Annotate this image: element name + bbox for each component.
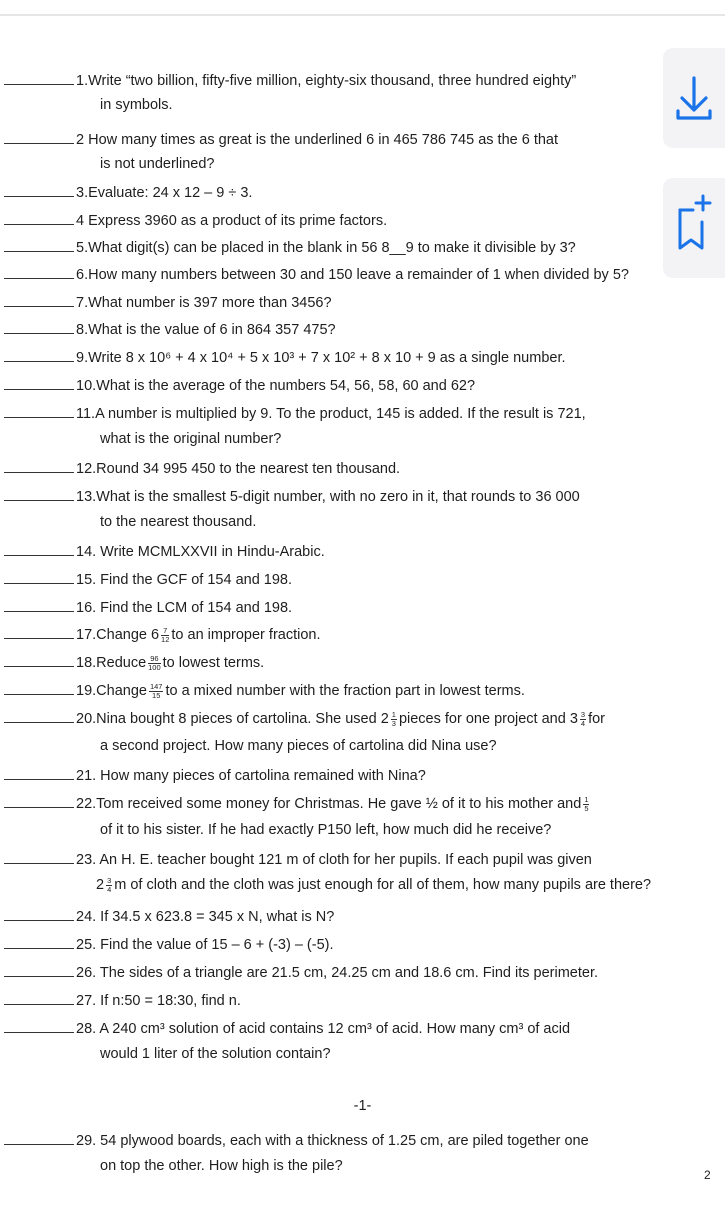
fraction-denominator: 4 (580, 718, 586, 728)
question-11 (4, 403, 684, 424)
question-continuation: on top the other. How high is the pile? (100, 1158, 343, 1174)
bookmark-add-button[interactable] (663, 178, 725, 278)
corner-page-number: 2 (704, 1168, 711, 1182)
answer-blank[interactable] (4, 1130, 74, 1145)
question-9 (4, 347, 684, 368)
question-text: 11.A number is multiplied by 9. To the product, 145 is added. If the result is 721, (76, 406, 586, 422)
question-text: 19.Change (76, 683, 147, 699)
answer-blank[interactable] (4, 375, 74, 390)
answer-blank[interactable] (4, 458, 74, 473)
fraction-denominator: 3 (391, 718, 396, 728)
fraction (161, 627, 169, 644)
fraction-numerator: 147 (149, 681, 163, 691)
question-text: m of cloth and the cloth was just enough for all of them, how many pupils are there? (114, 877, 652, 893)
question-text: to an improper fraction. (171, 627, 321, 643)
answer-blank[interactable] (4, 652, 74, 667)
top-divider (0, 14, 725, 16)
question-text: 21. How many pieces of cartolina remained with Nina? (76, 768, 426, 784)
question-text: 12.Round 34 995 450 to the nearest ten thousand. (76, 461, 401, 477)
question-text: 2 How many times as great is the underlined 6 in 465 786 745 as the 6 that (76, 132, 559, 148)
question-text: 15. Find the GCF of 154 and 198. (76, 572, 293, 588)
question-29 (4, 1130, 684, 1151)
question-text: to a mixed number with the fraction part in lowest terms. (165, 683, 525, 699)
answer-blank[interactable] (4, 403, 74, 418)
question-text: 17.Change 6 (76, 627, 160, 643)
fraction (106, 877, 112, 894)
answer-blank[interactable] (4, 292, 74, 307)
question-continuation: in symbols. (100, 97, 173, 113)
question-text: 20.Nina bought 8 pieces of cartolina. She used 2 (76, 711, 389, 727)
answer-blank[interactable] (4, 347, 74, 362)
fraction (148, 655, 161, 672)
question-text: 23. An H. E. teacher bought 121 m of cloth for her pupils. If each pupil was given (76, 852, 592, 868)
question-text: 26. The sides of a triangle are 21.5 cm, 24.25 cm and 18.6 cm. Find its perimeter. (76, 965, 598, 981)
question-text: 27. If n:50 = 18:30, find n. (76, 993, 241, 1009)
fraction-numerator: 3 (107, 875, 112, 885)
fraction-denominator: 4 (107, 884, 112, 894)
question-25 (4, 934, 684, 955)
answer-blank[interactable] (4, 70, 74, 85)
question-continuation: of it to his sister. If he had exactly P150 left, how much did he receive? (100, 822, 552, 838)
question-continuation: is not underlined? (100, 156, 215, 172)
question-continuation (96, 876, 651, 895)
question-text: 13.What is the smallest 5-digit number, with no zero in it, that rounds to 36 000 (76, 489, 580, 505)
question-text: for (588, 711, 605, 727)
answer-blank[interactable] (4, 182, 74, 197)
answer-blank[interactable] (4, 319, 74, 334)
question-text: 10.What is the average of the numbers 54, 56, 58, 60 and 62? (76, 378, 476, 394)
answer-blank[interactable] (4, 624, 74, 639)
question-text: 4 Express 3960 as a product of its prime factors. (76, 213, 388, 229)
question-continuation: to the nearest thousand. (100, 514, 257, 530)
question-text: 18.Reduce (76, 655, 147, 671)
question-text: 16. Find the LCM of 154 and 198. (76, 600, 293, 616)
question-22 (4, 793, 684, 814)
fraction-denominator: 100 (148, 662, 161, 672)
question-continuation: what is the original number? (100, 431, 282, 447)
question-text: 6.How many numbers between 30 and 150 leave a remainder of 1 when divided by 5? (76, 267, 629, 283)
answer-blank[interactable] (4, 990, 74, 1005)
question-26 (4, 962, 684, 983)
fraction (391, 711, 397, 728)
answer-blank[interactable] (4, 210, 74, 225)
fraction-numerator: 1 (391, 709, 396, 719)
answer-blank[interactable] (4, 597, 74, 612)
fraction-numerator: 7 (161, 627, 169, 636)
fraction-denominator: 15 (152, 690, 161, 700)
question-16 (4, 597, 684, 618)
question-14 (4, 541, 684, 562)
answer-blank[interactable] (4, 569, 74, 584)
question-continuation: would 1 liter of the solution contain? (100, 1046, 331, 1062)
answer-blank[interactable] (4, 708, 74, 723)
question-2 (4, 129, 684, 150)
answer-blank[interactable] (4, 486, 74, 501)
question-text: pieces for one project and 3 (398, 711, 578, 727)
page-number: -1- (353, 1098, 372, 1114)
answer-blank[interactable] (4, 765, 74, 780)
question-continuation: a second project. How many pieces of cartolina did Nina use? (100, 738, 497, 754)
question-text: 1.Write “two billion, fifty-five million, eighty-six thousand, three hundred eighty” (76, 73, 577, 89)
fraction (583, 796, 589, 813)
question-27 (4, 990, 684, 1011)
answer-blank[interactable] (4, 129, 74, 144)
question-28 (4, 1018, 684, 1039)
question-text: 7.What number is 397 more than 3456? (76, 295, 332, 311)
answer-blank[interactable] (4, 541, 74, 556)
answer-blank[interactable] (4, 1018, 74, 1033)
fraction-numerator: 3 (580, 709, 586, 719)
fraction-numerator: 96 (148, 655, 161, 664)
question-text: 29. 54 plywood boards, each with a thickness of 1.25 cm, are piled together one (76, 1133, 589, 1149)
bookmark-add-icon (663, 178, 725, 278)
question-3 (4, 182, 684, 203)
fraction (580, 711, 586, 728)
question-19 (4, 680, 684, 701)
question-text: 3.Evaluate: 24 x 12 – 9 ÷ 3. (76, 185, 253, 201)
question-text: 2 (96, 877, 105, 893)
question-13 (4, 486, 684, 507)
question-21 (4, 765, 684, 786)
question-text: 5.What digit(s) can be placed in the blank in 56 8__9 to make it divisible by 3? (76, 240, 576, 256)
download-icon (663, 48, 725, 148)
question-17 (4, 624, 684, 645)
answer-blank[interactable] (4, 849, 74, 864)
question-text: to lowest terms. (162, 655, 265, 671)
question-1 (4, 70, 684, 91)
question-text: 8.What is the value of 6 in 864 357 475? (76, 322, 336, 338)
question-8 (4, 319, 684, 340)
fraction-denominator: 5 (584, 803, 589, 813)
question-text: 22.Tom received some money for Christmas. He gave ½ of it to his mother and (76, 796, 582, 812)
download-button[interactable] (663, 48, 725, 148)
question-23 (4, 849, 684, 870)
answer-blank[interactable] (4, 237, 74, 252)
question-5 (4, 237, 684, 258)
question-12 (4, 458, 684, 479)
question-text: 14. Write MCMLXXVII in Hindu-Arabic. (76, 544, 325, 560)
question-10 (4, 375, 684, 396)
answer-blank[interactable] (4, 680, 74, 695)
answer-blank[interactable] (4, 934, 74, 949)
answer-blank[interactable] (4, 264, 74, 279)
question-text: 24. If 34.5 x 623.8 = 345 x N, what is N? (76, 909, 335, 925)
question-15 (4, 569, 684, 590)
question-18 (4, 652, 684, 673)
fraction-denominator: 12 (161, 634, 170, 644)
fraction-numerator: 1 (584, 794, 589, 804)
fraction (149, 683, 164, 700)
question-7 (4, 292, 684, 313)
answer-blank[interactable] (4, 793, 74, 808)
question-text: 25. Find the value of 15 – 6 + (-3) – (-5). (76, 937, 334, 953)
question-24 (4, 906, 684, 927)
answer-blank[interactable] (4, 962, 74, 977)
answer-blank[interactable] (4, 906, 74, 921)
question-text: 28. A 240 cm³ solution of acid contains 12 cm³ of acid. How many cm³ of acid (76, 1021, 571, 1037)
question-text: 9.Write 8 x 10⁶ + 4 x 10⁴ + 5 x 10³ + 7 x 10² + 8 x 10 + 9 as a single number. (76, 350, 566, 366)
question-4 (4, 210, 684, 231)
question-6 (4, 264, 684, 285)
question-20 (4, 708, 684, 729)
